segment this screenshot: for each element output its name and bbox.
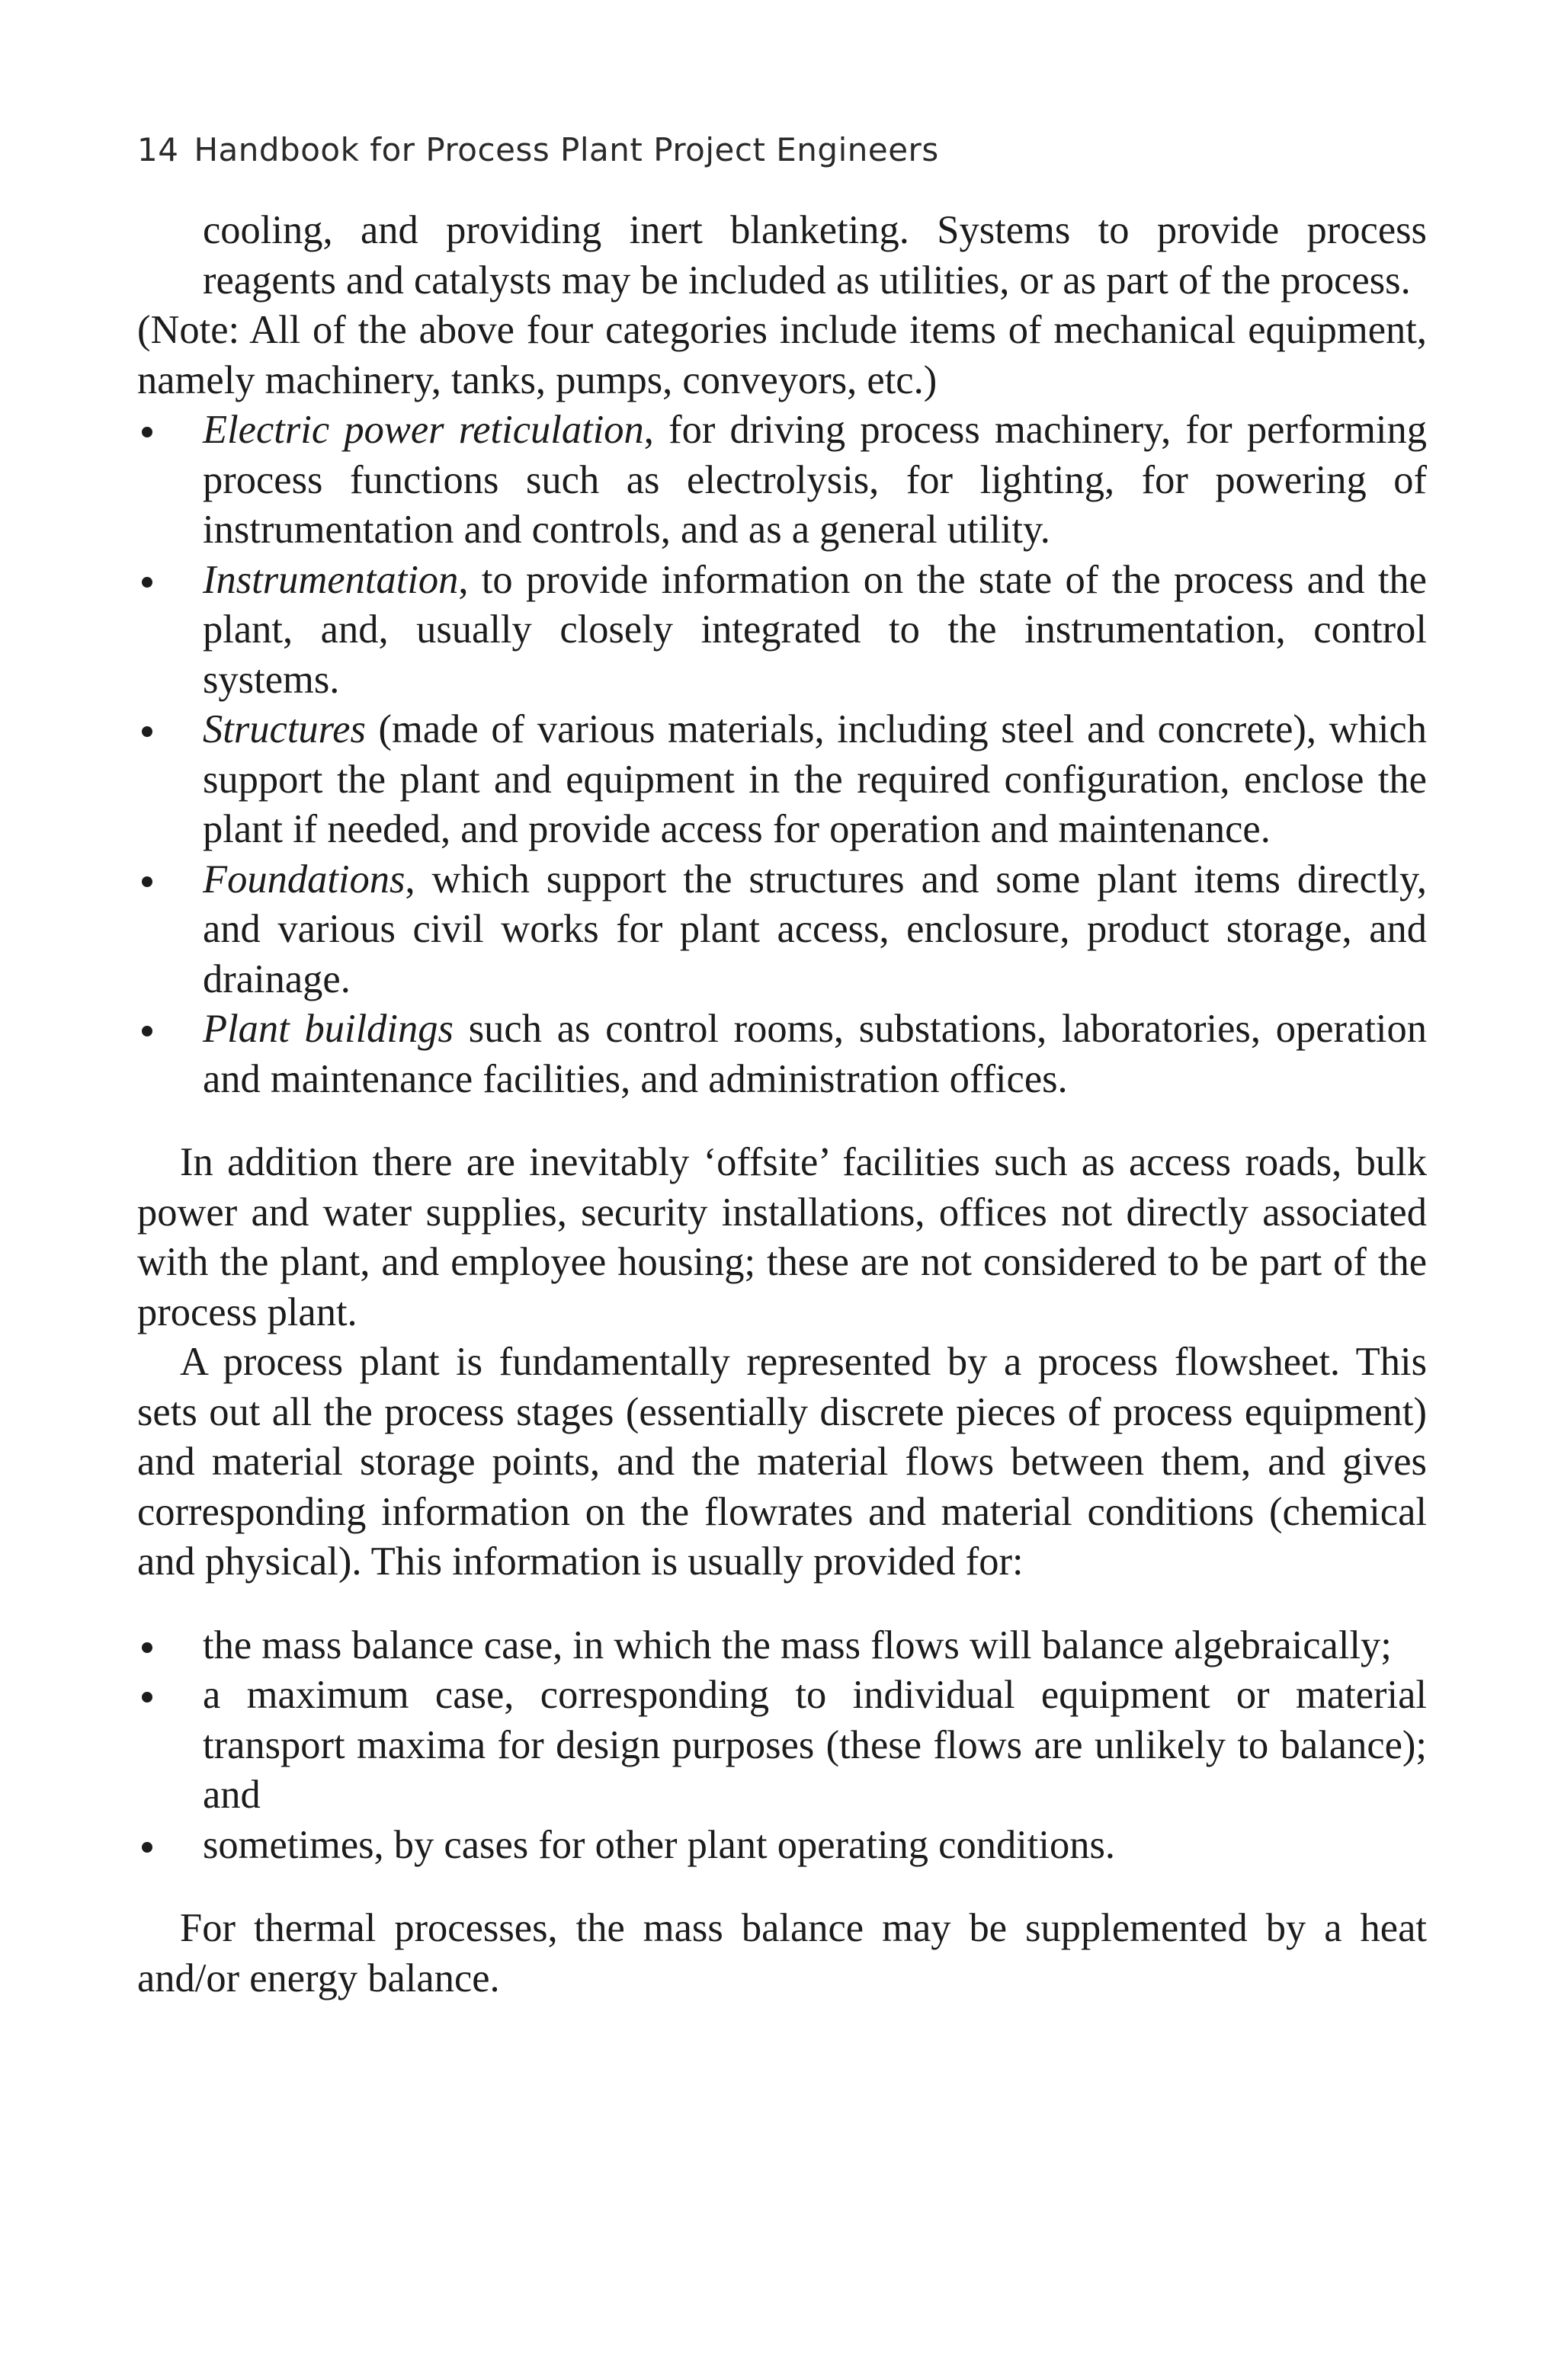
- category-description: such as control rooms, substations, laboratories, operation and maintenance facilities, and administration offices.: [203, 1007, 1427, 1101]
- note-paragraph: (Note: All of the above four categories include items of mechanical equipment, namely machinery, tanks, pumps, conveyors, etc.): [137, 308, 1427, 402]
- case-list: [137, 1621, 1427, 1871]
- list-item: [137, 556, 1427, 706]
- closing-paragraph: For thermal processes, the mass balance may be supplemented by a heat and/or energy balance.: [137, 1906, 1427, 2000]
- list-item: [137, 405, 1427, 556]
- category-description: , which support the structures and some plant items directly, and various civil works for plant access, enclosure, product storage, and drainage.: [203, 857, 1427, 1001]
- list-item: [137, 855, 1427, 1005]
- body-text: [137, 206, 1427, 2004]
- list-item: [137, 705, 1427, 855]
- case-text: the mass balance case, in which the mass flows will balance algebraically;: [203, 1622, 1392, 1667]
- list-item: [137, 1821, 1427, 1871]
- category-term: Plant buildings: [203, 1007, 454, 1051]
- category-term: Foundations: [203, 857, 405, 902]
- book-title: Handbook for Process Plant Project Engineers: [194, 131, 939, 168]
- category-term: Instrumentation: [203, 557, 459, 602]
- list-item: [137, 1670, 1427, 1821]
- continuation-paragraph: cooling, and providing inert blanketing. Systems to provide process reagents and catalysts may be included as utilities, or as part of the process.: [203, 208, 1427, 303]
- category-term: Electric power reticulation: [203, 408, 644, 452]
- case-text: a maximum case, corresponding to individual equipment or material transport maxima for design purposes (these flows are unlikely to balance); and: [203, 1673, 1427, 1817]
- category-description: (made of various materials, including steel and concrete), which support the plant and equipment in the required configuration, enclose the plant if needed, and provide access for operation and maintenance.: [203, 707, 1427, 851]
- category-term: Structures: [203, 707, 366, 751]
- category-list: [137, 405, 1427, 1104]
- category-description: , for driving process machinery, for performing process functions such as electrolysis, for lighting, for powering of instrumentation and controls, and as a general utility.: [203, 408, 1427, 552]
- list-item: [137, 1004, 1427, 1104]
- offsite-paragraph: In addition there are inevitably ‘offsite’ facilities such as access roads, bulk power and water supplies, security installations, offices not directly associated with the plant, and employee housing; these are not considered to be part of the process plant.: [137, 1140, 1427, 1334]
- running-head: [137, 131, 939, 168]
- case-text: sometimes, by cases for other plant operating conditions.: [203, 1822, 1116, 1867]
- flowsheet-paragraph: A process plant is fundamentally represented by a process flowsheet. This sets out all the process stages (essentially discrete pieces of process equipment) and material storage points, and the material flows between them, and gives corresponding information on the flowrates and material conditions (chemical and physical). This information is usually provided for:: [137, 1340, 1427, 1584]
- list-item: [137, 1621, 1427, 1671]
- page-number: 14: [137, 131, 179, 168]
- category-description: , to provide information on the state of the process and the plant, and, usually closely integrated to the instrumentation, control systems.: [203, 557, 1427, 702]
